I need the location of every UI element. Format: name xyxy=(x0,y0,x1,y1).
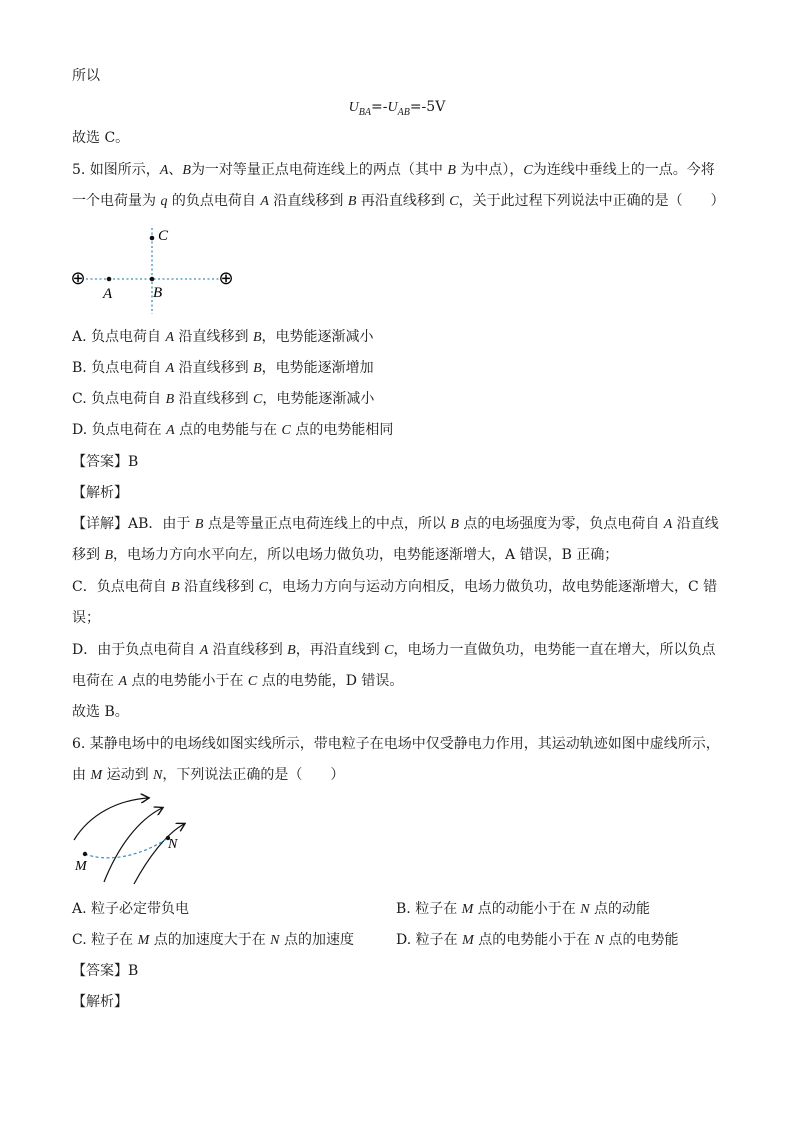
q6-option-c: C. 粒子在 M 点的加速度大于在 N 点的加速度 xyxy=(72,932,354,948)
q5-detail-line-5: D．由于负点电荷自 A 沿直线移到 B，再沿直线到 C，电场力一直做负功，电势能一直在增大，所以负点 xyxy=(72,642,716,658)
q5-option-c: C. 负点电荷自 B 沿直线移到 C，电势能逐渐减小 xyxy=(72,391,375,407)
q6-option-a: A. 粒子必定带负电 xyxy=(72,901,190,917)
q6-option-d: D. 粒子在 M 点的电势能小于在 N 点的电势能 xyxy=(396,932,679,948)
point-m-dot xyxy=(83,852,87,856)
q5-analysis-heading: 【解析】 xyxy=(72,485,128,501)
point-b-dot xyxy=(150,277,155,282)
point-b-label: B xyxy=(153,285,163,301)
field-line-3 xyxy=(134,824,184,884)
q6-option-b: B. 粒子在 M 点的动能小于在 N 点的动能 xyxy=(396,901,651,917)
point-n-label: N xyxy=(168,837,178,852)
q5-stem-line-1: 5. 如图所示，A、B为一对等量正点电荷连线上的两点（其中 B 为中点），C为连线中垂线上的一点。今将 xyxy=(72,162,715,178)
q6-answer: 【答案】B xyxy=(72,963,139,979)
particle-trajectory xyxy=(85,838,168,858)
intro-text: 所以 xyxy=(72,68,100,84)
q5-detail-line-3: C．负点电荷自 B 沿直线移到 C，电场力方向与运动方向相反，电场力做负功，故电势能逐渐增大，C 错 xyxy=(72,579,718,595)
q5-stem-line-2: 一个电荷量为 q 的负点电荷自 A 沿直线移到 B 再沿直线移到 C，关于此过程下列说法中正确的是（ ） xyxy=(72,193,725,209)
field-line-1 xyxy=(74,798,148,840)
q6-stem-line-2: 由 M 运动到 N，下列说法正确的是（ ） xyxy=(72,767,345,783)
point-c-label: C xyxy=(158,228,169,244)
voltage-formula: $U_{BA}=-U_{AB}=-5V$ xyxy=(348,99,446,118)
field-line-2 xyxy=(104,808,162,882)
point-m-label: M xyxy=(75,859,87,874)
right-positive-charge: ⊕ xyxy=(218,268,234,288)
q5-conclusion: 故选 B。 xyxy=(72,704,129,720)
previous-conclusion: 故选 C。 xyxy=(72,130,130,146)
q5-option-a: A. 负点电荷自 A 沿直线移到 B，电势能逐渐减小 xyxy=(72,329,374,345)
q5-detail-line-6: 电荷在 A 点的电势能小于在 C 点的电势能，D 错误。 xyxy=(72,673,404,689)
q5-detail-line-1: 【详解】AB．由于 B 点是等量正点电荷连线上的中点，所以 B 点的电场强度为零，负点电荷自 A 沿直线 xyxy=(72,516,719,532)
point-a-dot xyxy=(107,277,112,282)
q5-charge-figure xyxy=(64,222,244,318)
q6-analysis-heading: 【解析】 xyxy=(72,994,128,1010)
q5-option-d: D. 负点电荷在 A 点的电势能与在 C 点的电势能相同 xyxy=(72,422,394,438)
q5-answer: 【答案】B xyxy=(72,454,139,470)
q6-stem-line-1: 6. 某静电场中的电场线如图实线所示，带电粒子在电场中仅受静电力作用，其运动轨迹如图中虚线所示， xyxy=(72,736,720,752)
q5-option-b: B. 负点电荷自 A 沿直线移到 B，电势能逐渐增加 xyxy=(72,360,374,376)
q5-detail-line-2: 移到 B，电场力方向水平向左，所以电场力做负功，电势能逐渐增大，A 错误，B 正确； xyxy=(72,547,619,563)
point-c-dot xyxy=(150,236,155,241)
q5-detail-line-4: 误； xyxy=(72,610,100,626)
left-positive-charge: ⊕ xyxy=(70,268,86,288)
point-a-label: A xyxy=(103,286,113,302)
q6-field-line-figure xyxy=(68,792,198,888)
